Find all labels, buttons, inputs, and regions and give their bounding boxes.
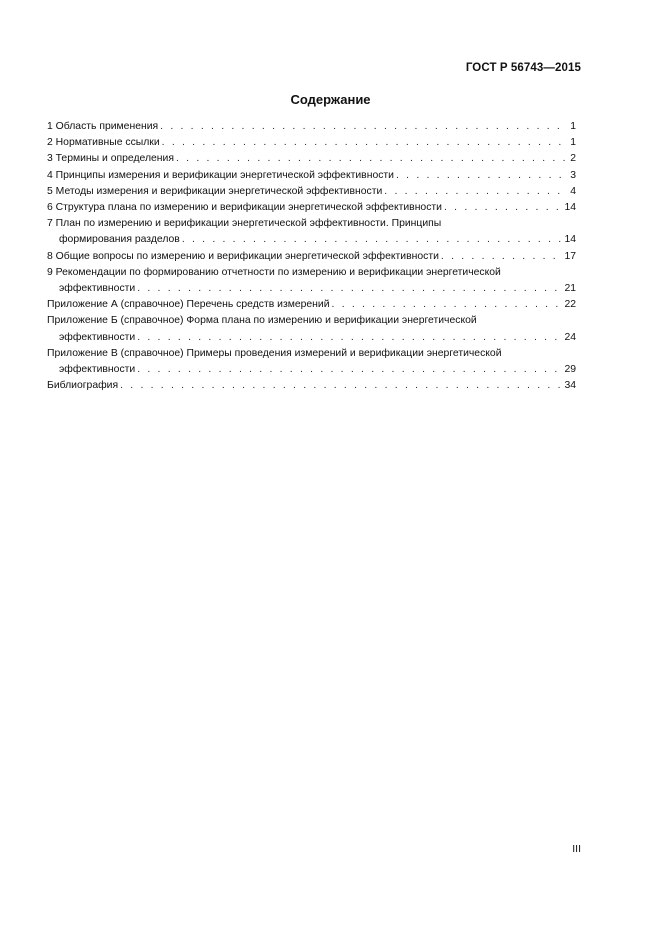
dot-leader [396,168,568,184]
toc-entry-title: Приложение В (справочное) Примеры проведения измерений и верификации энергетической [47,347,502,359]
toc-entry-page: 34 [564,380,576,392]
toc-entry-title: 1 Область применения [47,121,159,132]
toc-entry-title: Приложение А (справочное) Перечень средств измерений [47,299,330,311]
toc-entry-title: формирования разделов [59,234,180,246]
dot-leader [160,119,568,135]
toc-entry-page: 24 [564,331,576,343]
toc-entry-title: 3 Термины и определения [47,153,174,165]
toc-entry-title: 6 Структура плана по измерению и верификации энергетической эффективности [47,202,442,214]
dot-leader [441,249,563,265]
toc-entry-title: 4 Принципы измерения и верификации энергетической эффективности [47,169,394,181]
toc-entry-page: 17 [564,250,576,262]
toc-entry-title: эффективности [59,283,136,295]
page-number: III [572,843,581,855]
toc-entry-title: Библиография [47,380,119,392]
dot-leader [332,297,563,313]
toc-entry-title: эффективности [59,331,136,343]
dot-leader [137,281,562,297]
toc-entry-title: 8 Общие вопросы по измерению и верификации энергетической эффективности [47,250,439,262]
toc-entry[interactable] [47,346,576,378]
document-code: ГОСТ Р 56743—2015 [465,62,581,74]
dot-leader [384,184,568,200]
toc-entry[interactable] [47,119,576,135]
toc-entry-title: 7 План по измерению и верификации энергетической эффективности. Принципы [47,218,442,230]
dot-leader [176,151,568,167]
toc-entry-title: 9 Рекомендации по формированию отчетности по измерению и верификации энергетической [47,266,501,278]
toc-entry-page: 21 [564,283,576,295]
toc-entry-page: 3 [570,169,576,181]
toc-entry[interactable] [47,216,576,248]
toc-entry-page: 29 [564,364,576,376]
toc-entry-page: 1 [570,137,576,149]
toc-entry-page: 4 [570,185,576,197]
toc-entry[interactable] [47,168,576,184]
toc-entry-title: Приложение Б (справочное) Форма плана по измерению и верификации энергетической [47,315,477,327]
toc-entry-page: 14 [564,234,576,246]
toc-title: Содержание [290,92,371,107]
dot-leader [120,378,562,394]
dot-leader [137,330,562,346]
toc-entry[interactable] [47,265,576,297]
dot-leader [137,362,562,378]
toc-entry[interactable] [47,135,576,151]
toc-entry-page: 22 [564,299,576,311]
toc-entry-page: 14 [564,202,576,214]
toc-entry[interactable] [47,200,576,216]
toc-entry[interactable] [47,184,576,200]
toc-entry[interactable] [47,151,576,167]
toc-entry-title: эффективности [59,364,136,376]
dot-leader [162,135,569,151]
toc-entry[interactable] [47,378,576,394]
toc-entry-title: 5 Методы измерения и верификации энергетической эффективности [47,185,383,197]
toc-entry-title: 2 Нормативные ссылки [47,137,160,149]
dot-leader [444,200,562,216]
toc-entry-page: 1 [570,121,576,132]
toc-entry[interactable] [47,313,576,345]
table-of-contents [47,119,576,394]
toc-entry-page: 2 [570,153,576,165]
dot-leader [182,232,563,248]
toc-entry[interactable] [47,297,576,313]
toc-entry[interactable] [47,249,576,265]
